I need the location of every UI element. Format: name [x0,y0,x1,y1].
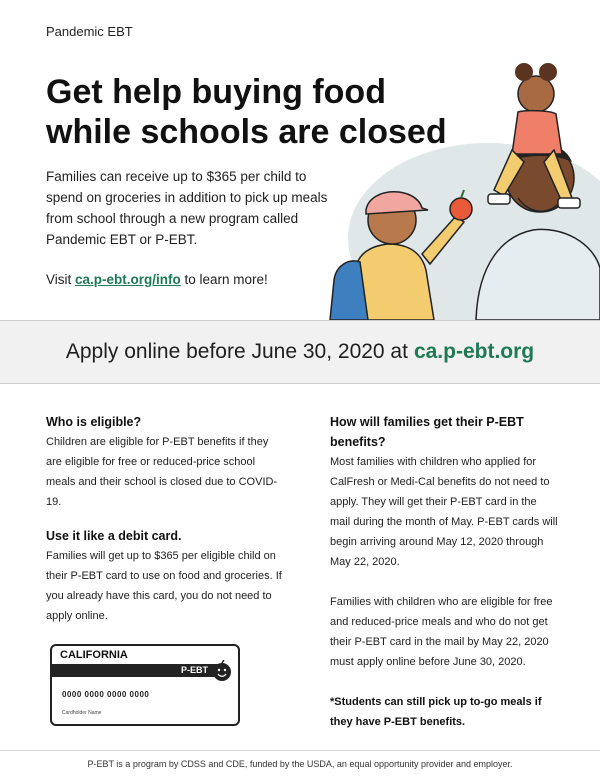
debit-heading: Use it like a debit card. [46,529,182,543]
left-column [46,412,286,626]
debit-text: Families will get up to $365 per eligible child on their P-EBT card to use on food and groceries. If you already have this card, you do not need to apply online. [46,550,282,622]
smiley-apple-icon [212,660,232,682]
headline-line-2: while schools are closed [46,113,447,151]
right-column [330,412,558,732]
card-state-label: CALIFORNIA [60,649,128,661]
visit-suffix: to learn more! [180,272,268,287]
intro-paragraph: Families can receive up to $365 per child to spend on groceries in addition to pick up meals from school through a new program called Pandemic EBT or P-EBT. [46,169,328,247]
eligible-heading: Who is eligible? [46,415,142,429]
delivery-para-1: Most families with children who applied for CalFresh or Medi-Cal benefits do not need to apply. They will get their P-EBT card in the mail during the month of May. P-EBT cards will begin arriving around May 12, 2020 through May 22, 2020. [330,456,558,568]
delivery-heading: How will families get their P-EBT benefits? [330,415,524,449]
headline-line-1: Get help buying food [46,73,386,111]
apply-banner [0,320,600,384]
ebt-card-image [50,644,240,726]
meals-note: *Students can still pick up to-go meals if they have P-EBT benefits. [330,696,542,728]
eyebrow-label: Pandemic EBT [46,24,133,39]
eligible-text: Children are eligible for P-EBT benefits if they are eligible for free or reduced-price school meals and their school is closed due to COVID-19. [46,436,278,508]
banner-text: Apply online before June 30, 2020 at [65,340,408,363]
visit-prefix: Visit [46,272,76,287]
card-number: 0000 0000 0000 0000 [62,690,150,699]
delivery-para-2: Families with children who are eligible for free and reduced-price meals and who do not get their P-EBT card in the mail by May 22, 2020 must apply online before June 30, 2020. [330,596,553,668]
info-link[interactable]: ca.p-ebt.org/info [75,272,181,287]
card-brand: P-EBT [181,665,208,675]
visit-line [46,272,268,287]
card-stripe [52,664,222,677]
card-holder-label: Cardholder Name [62,710,102,716]
apply-link[interactable]: ca.p-ebt.org [413,340,535,363]
family-illustration [318,58,600,320]
footer-text: P-EBT is a program by CDSS and CDE, funded by the USDA, an equal opportunity provider and employer. [0,750,600,777]
